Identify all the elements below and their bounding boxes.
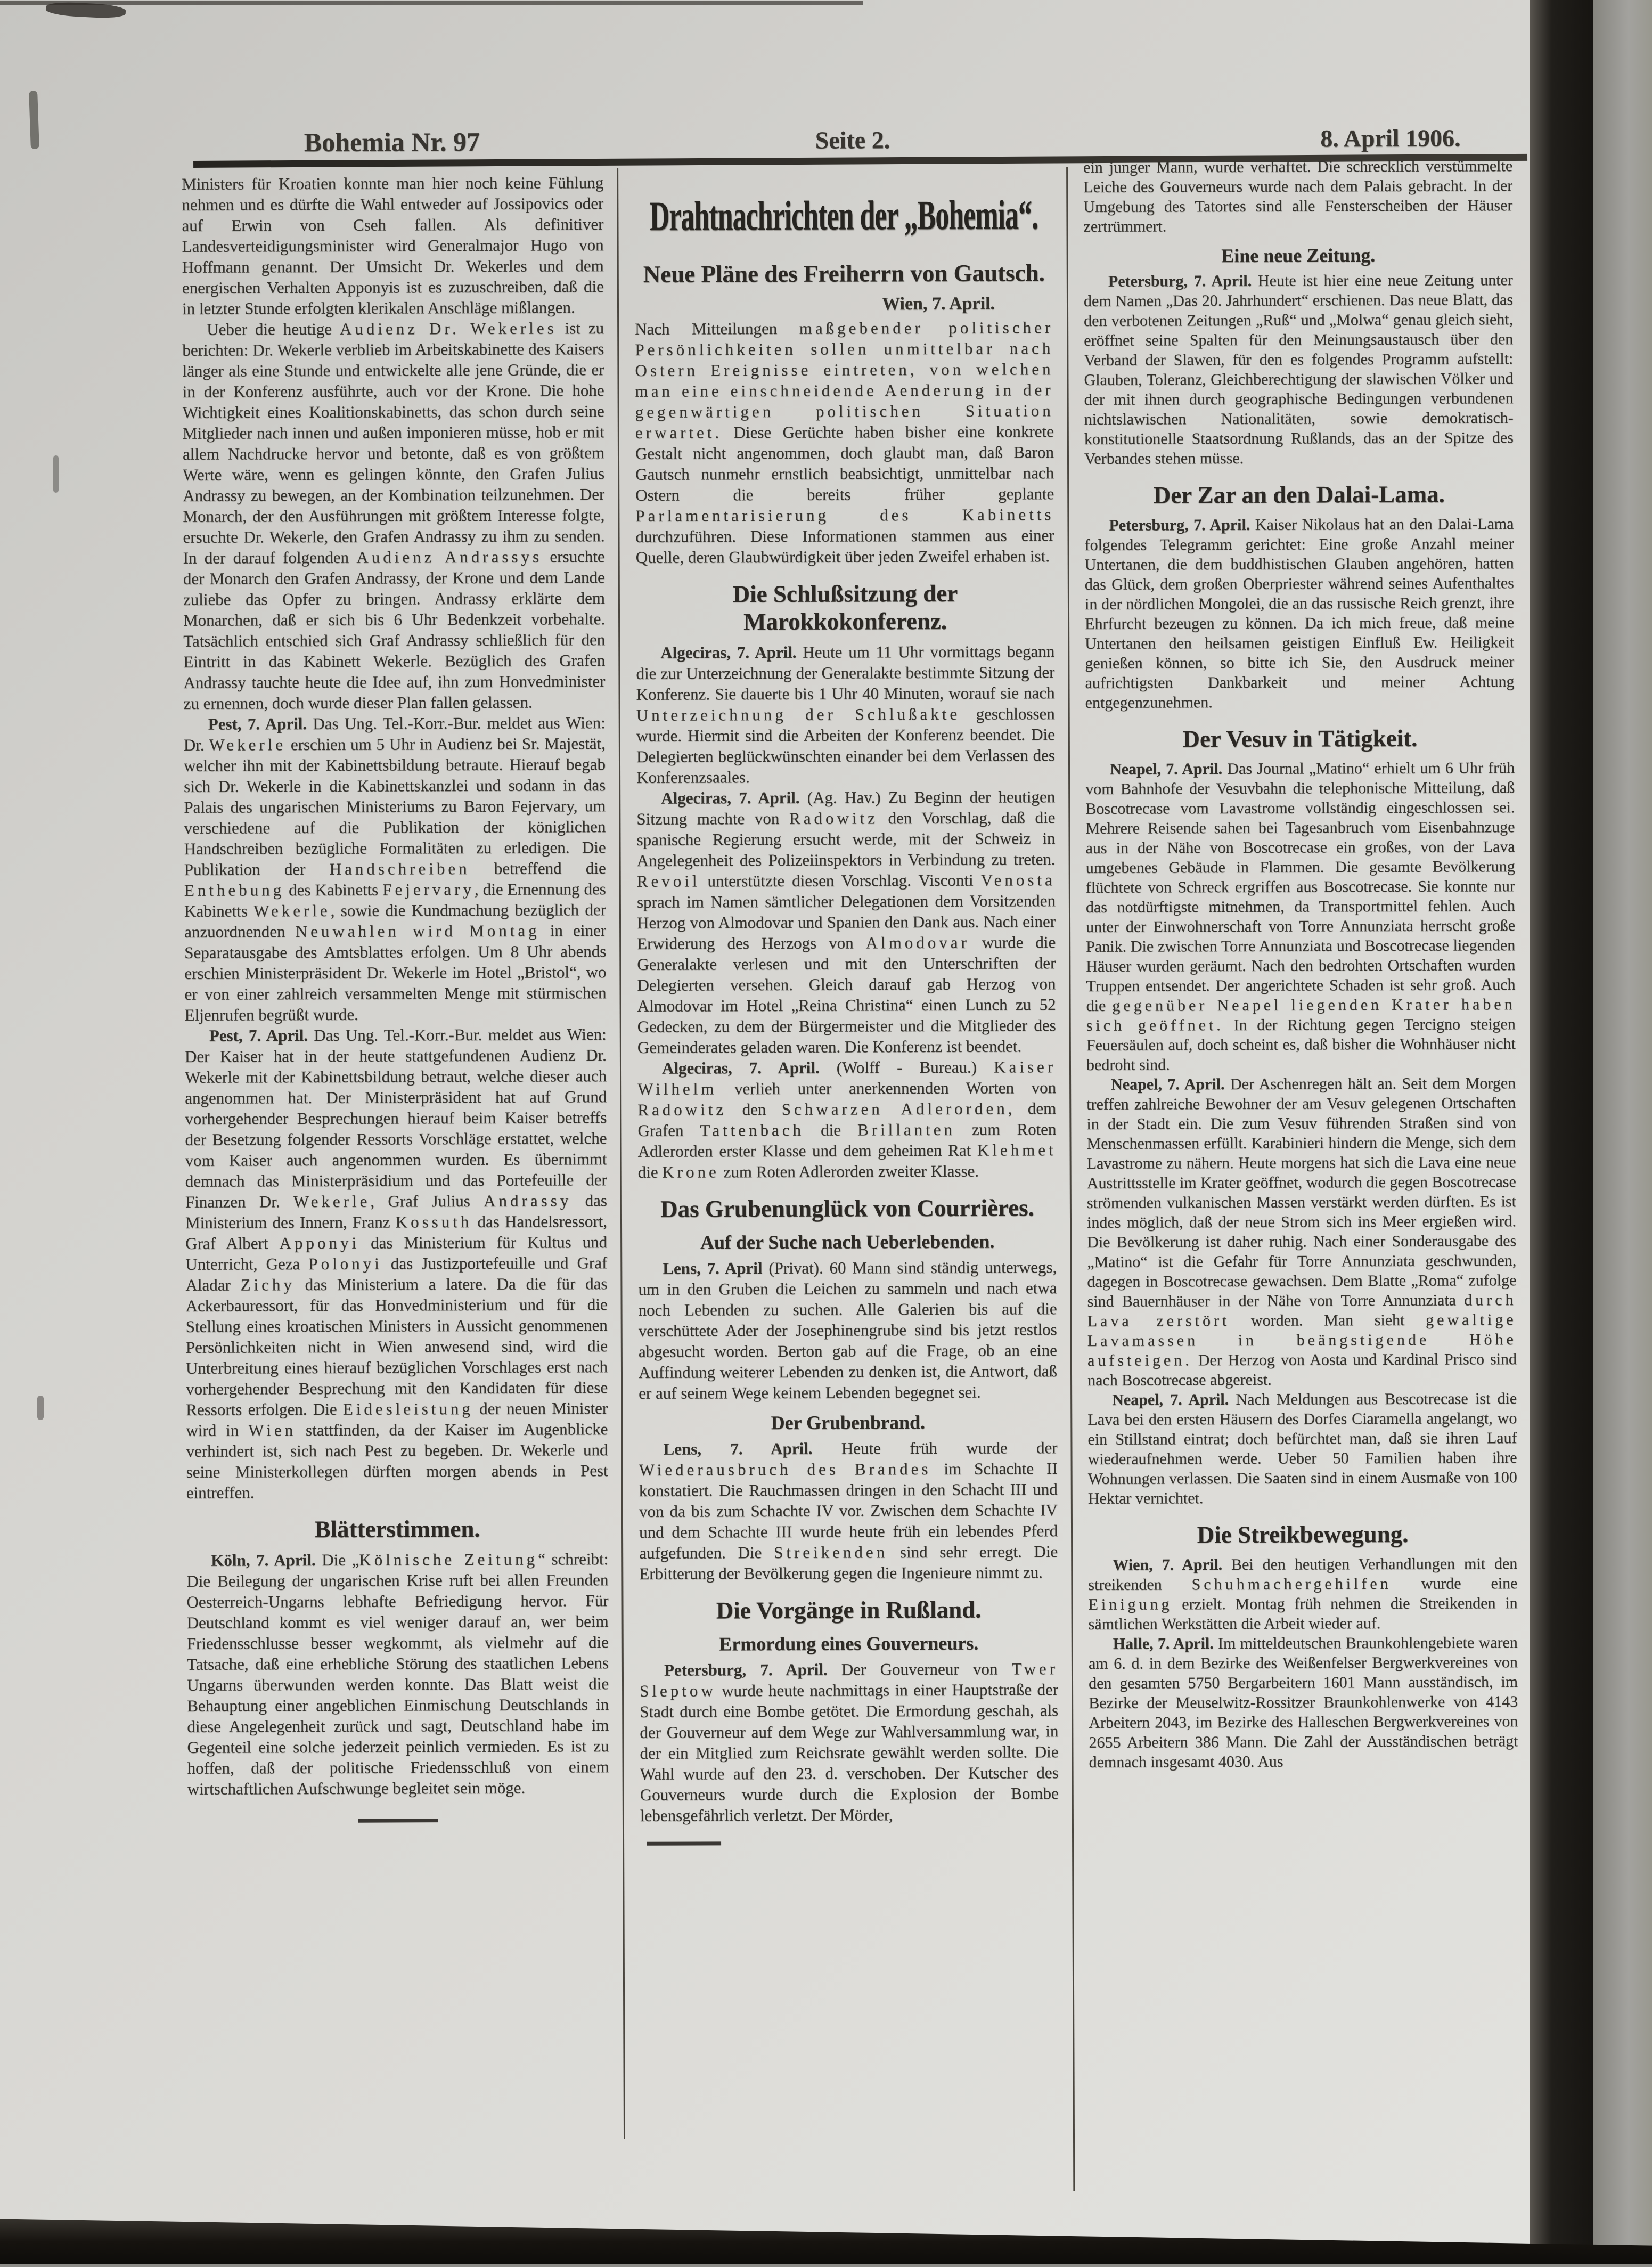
body-text: das Ministerium für Kultus und Unterricht, Geza <box>185 1233 608 1274</box>
scan-dark-band-right <box>1530 0 1593 2264</box>
article-paragraph: ein junger Mann, wurde verhaftet. Die schrecklich verstümmelte Leiche des Gouverneurs wurde nach dem Palais gebracht. In der Umgebung des Tatortes sind alle Fensterscheiben der Häuser zertrümmert. <box>1083 157 1513 235</box>
scan-edge-smudge <box>0 1 863 5</box>
dateline-lead: Neapel, 7. April. <box>1109 760 1228 778</box>
emphasized-spaced-text: Wekerle <box>293 1192 371 1211</box>
emphasized-spaced-text: Radowitz <box>637 1100 727 1119</box>
article-paragraph <box>640 1658 1059 1826</box>
masthead-title: Drahtnachrichten der „Bohemia“. <box>649 192 1038 240</box>
body-text: (Wolff - Bureau.) <box>836 1057 994 1077</box>
article-headline: Die Schlußsitzung der Marokkokonferenz. <box>732 580 958 635</box>
emphasized-spaced-text: Unterzeichnung der Schlußakte <box>636 704 961 724</box>
article-headline: Der Vesuv in Tätigkeit. <box>1182 724 1418 753</box>
body-text: “ schreibt: Die Beilegung der ungarischen Krise ruft bei allen Freunden Oesterreich-Ungarns lebhafte Befriedigung hervor. Für Deutschland kommt es viel weniger darauf an, wer beim Friedensschlusse besser wegkommt, als vielmehr auf die Tatsache, daß eine erhebliche Störung des staatlichen Lebens Ungarns überwunden werden konnte. Das Blatt weist die Behauptung einer angeblichen Einmischung Deutschlands in diese Angelegenheit zurück und sagt, Deutschland habe im Gegenteil eine solche jederzeit peinlich vermieden. Es ist zu hoffen, daß der politische Friedensschluß von einem wirtschaftlichen Aufschwunge begleitet sein möge. <box>186 1550 609 1798</box>
emphasized-spaced-text: Kölnische Zeitung <box>359 1550 538 1569</box>
masthead-issue-label: Bohemia Nr. 97 <box>304 126 480 158</box>
emphasized-spaced-text: Neuwahlen wird Montag <box>295 921 540 941</box>
body-text: , sowie die Kundmachung bezüglich der anzuordnenden <box>184 900 607 941</box>
article-paragraph <box>1086 1073 1517 1390</box>
body-text: (Ag. Hav.) Zu Beginn der heutigen Sitzung machte von <box>636 787 1056 828</box>
article-paragraph <box>1085 758 1516 1075</box>
body-text: Ueber die heutige <box>207 319 340 339</box>
body-text: den Vorschlag, daß die spanische Regierung ersucht werde, mit der Schweiz in Angelegenheit des Polizeiinspektors in Verbindung zu treten. <box>636 808 1056 870</box>
emphasized-spaced-text: Andrassy <box>484 1191 572 1210</box>
body-text: im Schachte II konstatiert. Die Rauchmassen dringen in den Schacht III und von da bis zum Schachte IV vor. Zwischen dem Schachte IV und dem Schachte III wurde heute früh ein lebendes Pferd aufgefunden. Die <box>639 1459 1058 1562</box>
page-number-label: Seite 2. <box>815 126 890 154</box>
emphasized-spaced-text: Krone <box>662 1162 719 1181</box>
dateline-lead: Pest, 7. April. <box>208 714 313 733</box>
body-text: die <box>637 1162 663 1181</box>
article-headline: Blätterstimmen. <box>314 1515 480 1543</box>
body-text: die <box>804 1120 858 1139</box>
body-text: zum Roten Adlerorden zweiter Klasse. <box>719 1161 979 1181</box>
column-divider-rule <box>1066 167 1075 2191</box>
newspaper-column-1 <box>182 172 610 2033</box>
dateline-lead: Algeciras, 7. April. <box>660 642 803 662</box>
body-text: wurde eine <box>1391 1575 1518 1593</box>
emphasized-spaced-text: durch Lava zerstört <box>1087 1291 1517 1330</box>
body-text: unterstützte diesen Vorschlag. Visconti <box>700 870 981 891</box>
emphasized-spaced-text: Apponyi <box>279 1233 360 1253</box>
article-headline: Der Zar an den Dalai-Lama. <box>1153 480 1445 509</box>
body-text: das Ministerium a latere. Da die für das Ackerbauressort, für das Honvedministerium und für die Stellung eines kroatischen Ministers in Aussicht genommenen Persönlichkeiten nicht in Wien anwesend sind, wird die Unterbreitung eines hierauf bezüglichen Vorschlages erst nach vorhergehender Besprechung mit den Kandidaten für diese Ressorts erfolgen. Die <box>185 1274 608 1419</box>
emphasized-spaced-text: Streikenden <box>774 1543 888 1562</box>
body-text: ersuchte der Monarch den Grafen Andrassy, der Krone und dem Lande zuliebe das Opfer zu bringen. Andrassy erklärte dem Monarchen, daß er sich bis 6 Uhr Bedenkzeit vorbehalte. Tatsächlich entschied sich Graf Andrassy schließlich für den Eintritt in das Kabinett Wekerle. Bezüglich des Grafen Andrassy tauchte heute die Idee auf, ihn zum Honvedminister zu ernennen, doch wurde dieser Plan fallen gelassen. <box>183 547 606 713</box>
emphasized-spaced-text: Zichy <box>240 1275 295 1294</box>
emphasized-spaced-text: gegenüber Neapel liegenden Krater haben sich geöffnet. <box>1086 996 1516 1034</box>
scan-edge-smudge <box>53 455 59 493</box>
emphasized-spaced-text: Eidesleistung <box>342 1399 473 1418</box>
body-text: wurde die Generalakte verlesen und mit den Unterschriften der Delegierten versehen. Gleich darauf gab Herzog von Almodovar im Hotel „Reina Christina“ einen Lunch zu 52 Gedecken, zu dem der Bürgermeister und die Mitglieder des Gemeinderates geladen waren. Die Konferenz ist beendet. <box>637 933 1056 1057</box>
scan-page-edge-right <box>1593 0 1652 2264</box>
article-paragraph <box>184 712 607 1025</box>
dateline-lead: Lens, 7. April. <box>663 1439 841 1458</box>
issue-date-label: 8. April 1906. <box>1320 124 1461 152</box>
article-paragraph <box>635 317 1054 568</box>
article-paragraph: Halle, 7. April. Im mitteldeutschen Braunkohlengebiete waren am 6. d. in dem Bezirke des Weißenfelser Bergwerkvereines von den gesamten 5750 Bergarbeitern 1601 Mann ausständisch, im Bezirke der Meuselwitz-Rossitzer Braunkohlenwerke von 4143 Arbeitern 2043, im Bezirke des Halleschen Bergwerkvereines von 2655 Arbeitern 386 Mann. Die Zahl der Ausständischen beträgt demnach insgesamt 4030. Aus <box>1088 1634 1518 1771</box>
body-text: , dem Grafen <box>637 1099 1057 1140</box>
emphasized-spaced-text: Revoil <box>636 871 700 891</box>
emphasized-spaced-text: Wekerle <box>253 901 331 920</box>
body-text: Die „ <box>322 1550 359 1569</box>
body-text: Der Gouverneur von <box>841 1659 1012 1679</box>
section-end-rule <box>358 1819 438 1823</box>
body-text: Der Aschenregen hält an. Seit dem Morgen treffen zahlreiche Bewohner der am Vesuv gelegenen Ortschaften in der Stadt ein. Die zum Vesuv führenden Straßen sind von Menschenmassen erfüllt. Karabinieri hindern die Menge, sich dem Lavastrome zu nähern. Heute morgens hat sich die Lava eine neue Austrittsstelle im Krater geöffnet, wodurch die gegen Boscotrecase strömenden vulkanischen Massen verstärkt werden dürften. Es ist indes möglich, daß der neue Strom sich ins Meer ergießen wird. Die Bevölkerung ist daher ruhig. Nach einer Sonderausgabe des „Matino“ ist die Gefahr für Torre Annunziata geschwunden, dagegen in Boscotrecase gewachsen. Dem Blatte „Roma“ zufolge sind Bauernhäuser in der Nähe von Torre Annunziata <box>1086 1074 1517 1310</box>
body-text: Heute früh wurde der <box>841 1438 1058 1458</box>
dateline-lead: Wien, 7. April. <box>1113 1555 1232 1574</box>
article-paragraph: Petersburg, 7. April. Kaiser Nikolaus hat an den Dalai-Lama folgendes Telegramm gerichtet: Eine große Anzahl meiner Untertanen, die dem buddhistischen Glauben angehören, hatten das Glück, dem großen Oberpriester während seines Aufenthaltes in der nördlichen Mongolei, die an das russische Reich grenzt, ihre Ehrfurcht bezeugen zu können. Da ich mich freue, daß meine Untertanen den heilsamen geistigen Einfluß Ew. Heiligkeit genießen können, so bitte ich Sie, den Ausdruck meiner aufrichtigsten Dankbarkeit und meiner Achtung entgegenzunehmen. <box>1084 515 1515 712</box>
article-subheadline: Eine neue Zeitung. <box>1221 244 1376 267</box>
emphasized-spaced-text: Parlamentarisierung des Kabinetts <box>635 505 1054 525</box>
body-text: Bei den heutigen Verhandlungen mit den streikenden <box>1088 1555 1518 1594</box>
emphasized-spaced-text: Einigung <box>1088 1595 1173 1613</box>
body-text: ist zu berichten: Dr. Wekerle verblieb im Arbeitskabinette des Kaisers länger als eine Stunde und entwickelte alle jene Gründe, die er in der Konferenz ausführte, auch vor der Krone. Die hohe Wichtigkeit eines Koalitionskabinetts, das schon durch seine Mitglieder nach innen und außen imponieren müsse, hob er mit allem Nachdrucke hervor und betonte, daß es von größtem Werte wäre, wenn es gelingen könnte, den Grafen Julius Andrassy zu bewegen, an der Kombination teilzunehmen. Der Monarch, der den Ausführungen mit größtem Interesse folgte, ersuchte Dr. Wekerle, den Grafen Andrassy zu ihm zu senden. In der darauf folgenden <box>182 319 605 567</box>
emphasized-spaced-text: Schwarzen Adlerorden <box>781 1099 1008 1119</box>
emphasized-spaced-text: Audienz Dr. Wekerles <box>339 319 557 338</box>
emphasized-spaced-text: Almodovar <box>865 933 970 952</box>
scan-edge-smudge <box>37 1396 44 1420</box>
article-paragraph <box>636 786 1056 1058</box>
body-text: Nach Mitteilungen <box>635 319 799 338</box>
article-paragraph <box>1088 1554 1518 1634</box>
emphasized-spaced-text: Handschreiben <box>329 859 470 878</box>
body-text: Diese Gerüchte haben bisher eine konkrete Gestalt nicht angenommen, doch glaubt man, daß Baron Gautsch nunmehr ernstlich beabsichtigt, unmittelbar nach Ostern die bereits früher geplante <box>635 422 1054 504</box>
dateline-lead: Halle, 7. April. <box>1113 1635 1218 1653</box>
dateline-lead: Algeciras, 7. April. <box>661 788 807 808</box>
article-headline: Das Grubenunglück von Courrières. <box>660 1194 1034 1222</box>
body-text: Das Ung. Tel.-Korr.-Bur. meldet aus Wien: Dr. <box>183 713 606 754</box>
emphasized-spaced-text: Wiederausbruch des Brandes <box>639 1459 931 1479</box>
emphasized-spaced-text: Polonyi <box>308 1254 382 1274</box>
body-text: , die Ernennung des Kabinetts <box>184 879 606 920</box>
body-text: Der Herzog von Aosta und Kardinal Prisco sind nach Boscotrecase abgereist. <box>1087 1350 1517 1389</box>
section-end-rule <box>647 1841 721 1845</box>
article-headline: Die Streikbewegung. <box>1197 1520 1409 1548</box>
emphasized-spaced-text: Wien <box>248 1421 297 1440</box>
article-paragraph <box>185 1024 608 1503</box>
article-paragraph: Petersburg, 7. April. Heute ist hier eine neue Zeitung unter dem Namen „Das 20. Jahrhundert“ erschienen. Das neue Blatt, das den verbotenen Zeitungen „Ruß“ und „Molwa“ genau gleich sieht, eröffnet seine Spalten für den Meinungsaustausch über den Verband der Slawen, für den es folgendes Programm aufstellt: Glauben, Toleranz, Gleichberechtigung der slawischen Völker und der mit ihnen durch geographische Bedingungen verbundenen nichtslawischen Nationalitäten, sowie demokratisch-konstitutionelle Staatsordnung Rußlands, das an der Spitze des Verbandes stehen müsse. <box>1083 271 1514 468</box>
body-text: Das Journal „Matino“ erhielt um 6 Uhr früh vom Bahnhofe der Vesuvbahn die telephonische Mitteilung, daß Boscotrecase vom Lavastrome vollständig eingeschlossen sei. Mehrere Reisende sahen bei Tagesanbruch vom Eisenbahnzuge aus in der Nähe von Boscotrecase ein großes, von der Lava umgebenes Gebäude in Flammen. Die gesamte Bevölkerung flüchtete von Schreck ergriffen aus Boscotrecase. Sie konnte nur das notdürftigste mitnehmen, da Transportmittel fehlen. Auch unter der Einwohnerschaft von Torre Annunziata herrscht große Panik. Die zwischen Torre Annunziata und Boscotrecase liegenden Häuser wurden geräumt. Nach den bedrohten Ortschaften wurden Truppen entsendet. Der angerichtete Schaden ist sehr groß. Auch die <box>1085 759 1516 1015</box>
emphasized-spaced-text: Schuhmachergehilfen <box>1191 1575 1392 1594</box>
body-text: sprach im Namen sämtlicher Delegationen dem Vorsitzenden Herzog von Almodovar und Spanien den Dank aus. Nach einer Erwiderung des Herzogs von <box>636 891 1056 953</box>
article-paragraph <box>639 1437 1058 1584</box>
article-subheadline: Ermordung eines Gouverneurs. <box>719 1632 979 1655</box>
body-text: In der Richtung gegen Tercigno steigen Feuersäulen auf, doch scheint es, daß bisher die Wohnhäuser nicht bedroht sind. <box>1086 1015 1516 1074</box>
body-text: das Justizportefeuille und Graf Aladar <box>185 1253 608 1294</box>
article-headline: Die Vorgänge in Rußland. <box>716 1596 982 1624</box>
dateline-lead: Lens, 7. April <box>663 1259 769 1278</box>
article-paragraph <box>637 1056 1057 1183</box>
body-text: betreffend die <box>470 859 606 878</box>
emphasized-spaced-text: Fejervary <box>382 879 475 899</box>
body-text: in einer Separatausgabe des Amtsblattes erfolgen. Um 8 Uhr abends erschien Ministerpräsident Dr. Wekerle im Hotel „Bristol“, wo er von einer zahlreich versammelten Menge mit stürmischen Eljenrufen begrüßt wurde. <box>184 921 607 1024</box>
emphasized-spaced-text: gewaltige Lavamassen in beängstigende Höhe aufsteigen. <box>1087 1311 1517 1369</box>
article-paragraph <box>636 641 1055 788</box>
dateline-lead: Köln, 7. April. <box>211 1550 322 1570</box>
body-text: Heute um 11 Uhr vormittags begann die zur Unterzeichnung der Generalakte bestimmte Sitzung der Konferenz. Sie dauerte bis 1 Uhr 40 Minuten, worauf sie nach <box>636 642 1055 704</box>
body-text: verlieh unter anerkennenden Worten von <box>717 1078 1057 1098</box>
body-text: das Ministerium des Innern, Franz <box>185 1191 607 1232</box>
body-text: geschlossen wurde. Hiermit sind die Arbeiten der Konferenz beendet. Die Delegierten beglückwünschten einander bei dem Verlassen des Konferenzsaales. <box>636 704 1056 787</box>
body-text: den <box>726 1099 782 1119</box>
emphasized-spaced-text: Audienz Andrassys <box>356 547 543 567</box>
emphasized-spaced-text: Twer Sleptow <box>640 1659 1058 1700</box>
body-text: worden. Man sieht <box>1230 1311 1426 1330</box>
dateline-lead: Petersburg, 7. April. <box>664 1660 841 1679</box>
article-paragraph <box>182 317 606 714</box>
emphasized-spaced-text: Venosta <box>980 870 1056 890</box>
article-paragraph: Ministers für Kroatien konnte man hier noch keine Fühlung nehmen und es dürfte die Wahl entweder auf Jossipovics oder auf Erwin von Cseh fallen. Als definitiver Landesverteidigungsminister wird Generalmajor Hugo von Hoffmann genannt. Der Umsicht Dr. Wekerles und dem energischen Verhalten Apponyis ist es zuzuschreiben, daß die in letzter Stunde erfolgten klerikalen Anschläge mißlangen. <box>182 173 604 318</box>
body-text: Das Ung. Tel.-Korr.-Bur. meldet aus Wien: Der Kaiser hat in der heute stattgefundenen Audienz Dr. Wekerle mit der Kabinettsbildung betraut, welche dieser auch angenommen hat. Der Ministerpräsident hat auf Grund vorhergehender Besprechungen hierauf beim Kaiser betreffs der Besetzung folgender Ressorts Vorschläge erstattet, welche vom Kaiser auch angenommen wurden. Es übernimmt demnach das Ministerpräsidium und das Portefeuille der Finanzen Dr. <box>184 1025 607 1211</box>
dateline-lead: Petersburg, 7. April. <box>1108 272 1258 290</box>
body-text: wurde heute nachmittags in einer Hauptstraße der Stadt durch eine Bombe getötet. Die Ermordung geschah, als der Gouverneur auf dem Wege zur Wahlversammlung war, in der ein Mitglied zum Reichsrate gewählt werden sollte. Die Wahl wurde auf den 23. d. verschoben. Der Kutscher des Gouverneurs wurde durch die Explosion der Bombe lebensgefährlich verletzt. Der Mörder, <box>640 1680 1059 1825</box>
emphasized-spaced-text: Wekerle <box>209 735 287 754</box>
article-subheadline: Auf der Suche nach Ueberlebenden. <box>700 1230 995 1253</box>
emphasized-spaced-text: Brillanten <box>857 1120 955 1139</box>
emphasized-spaced-text: Klehmet <box>977 1140 1057 1160</box>
body-text: des Kabinetts <box>284 880 383 900</box>
article-headline: Neue Pläne des Freiherrn von Gautsch. <box>643 259 1045 288</box>
newspaper-column-3 <box>1083 156 1519 2206</box>
dateline-lead: Algeciras, 7. April. <box>661 1058 837 1078</box>
body-text: erzielt. Montag früh nehmen die Streikenden in sämtlichen Werkstätten die Arbeit wieder auf. <box>1088 1594 1518 1633</box>
dateline-lead: Pest, 7. April. <box>209 1025 314 1045</box>
body-text: , Graf Julius <box>370 1191 484 1211</box>
body-text: stattfinden, da der Kaiser im Augenblicke verhindert ist, sich nach Pest zu begeben. Dr. Wekerle und seine Ministerkollegen dürften morgen abends in Pest eintreffen. <box>186 1420 608 1502</box>
emphasized-spaced-text: maßgebender politischer Persönlichkeiten sollen unmittelbar nach Ostern Ereignisse eintreten, von welchen man eine einschneidende Aenderung in der gegenwärtigen politischen Situation erwartet. <box>635 318 1054 442</box>
emphasized-spaced-text: Enthebung <box>184 880 285 900</box>
article-subheadline: Der Grubenbrand. <box>771 1411 926 1433</box>
body-text: das Handelsressort, Graf Albert <box>185 1212 608 1253</box>
article-paragraph: Lens, 7. April (Privat). 60 Mann sind ständig unterwegs, um in den Gruben die Leichen zu sammeln und nach etwa noch Lebenden zu suchen. Alle Galerien bis auf die verschüttete Ader der Josephinengrube sind bis jetzt restlos abgesucht worden. Berton gab auf die Frage, ob an eine Auffindung weiterer Lebenden zu denken ist, die Antwort, daß er auf seinem Wege keinem Lebenden begegnet sei. <box>638 1258 1058 1402</box>
article-paragraph: Neapel, 7. April. Nach Meldungen aus Bescotrecase ist die Lava bei den ersten Häusern des Dorfes Ciaramella angelangt, wo ein Stillstand eintrat; doch befürchtet man, daß sie ihren Lauf wiederaufnehmen werde. Ueber 50 Familien haben ihre Wohnungen verlassen. Die Saaten sind in einem Ausmaße von 100 Hektar vernichtet. <box>1087 1390 1517 1507</box>
emphasized-spaced-text: Radowitz <box>789 809 878 828</box>
body-text: sind sehr erregt. Die Erbitterung der Bevölkerung gegen die Ingenieure nimmt zu. <box>639 1542 1058 1583</box>
dateline-lead: Petersburg, 7. April. <box>1109 516 1255 534</box>
emphasized-spaced-text: Kossuth <box>395 1212 472 1232</box>
emphasized-spaced-text: Kaiser Wilhelm <box>637 1057 1057 1098</box>
body-text: zum Roten Adlerorden erster Klasse und dem geheimen Rat <box>637 1120 1057 1161</box>
body-text: durchzuführen. Diese Informationen stammen aus einer Quelle, deren Glaubwürdigkeit über jeden Zweifel erhaben ist. <box>635 526 1054 567</box>
newspaper-column-2 <box>634 186 1060 2159</box>
article-paragraph <box>186 1548 609 1799</box>
body-text: erschien um 5 Uhr in Audienz bei Sr. Majestät, welcher ihn mit der Kabinettsbildung betraute. Hierauf begab sich Dr. Wekerle in die Kabinettskanzlei und sodann in das Palais des ungarischen Ministeriums zu Baron Fejervary, um verschiedene auf die Publikation der königlichen Handschreiben bezügliche Formalitäten zu erledigen. Die Publikation der <box>183 734 606 879</box>
emphasized-spaced-text: Tattenbach <box>700 1120 805 1140</box>
body-text: der neuen Minister wird in <box>186 1399 608 1440</box>
dateline-lead: Neapel, 7. April. <box>1111 1075 1231 1094</box>
column-divider-rule <box>617 168 625 2139</box>
dateline: Wien, 7. April. <box>882 293 995 314</box>
dateline-lead: Neapel, 7. April. <box>1112 1390 1236 1409</box>
